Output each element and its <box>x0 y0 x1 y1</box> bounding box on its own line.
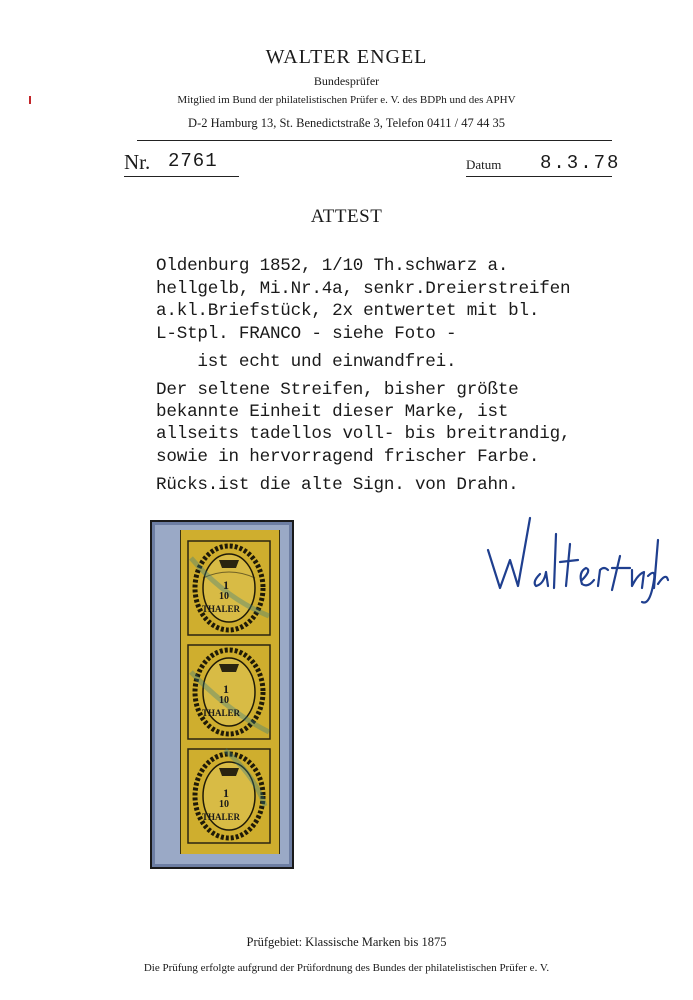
stamp-numerator: 1 <box>223 578 229 592</box>
stamp <box>185 746 273 846</box>
stamp-numerator: 1 <box>223 786 229 800</box>
attest-line: sowie in hervorragend frischer Farbe. <box>156 447 540 467</box>
footer-note: Die Prüfung erfolgte aufgrund der Prüfordnung des Bundes der philatelistischen Prüfer e. V. <box>143 962 550 974</box>
examiner-signature <box>470 510 670 610</box>
attest-line: Oldenburg 1852, 1/10 Th.schwarz a. <box>156 256 509 276</box>
examiner-name: WALTER ENGEL <box>265 46 428 68</box>
certificate-date: 8.3.78 <box>540 152 621 174</box>
attest-line: allseits tadellos voll- bis breitrandig, <box>156 424 571 444</box>
attest-line: ist echt und einwandfrei. <box>156 352 457 372</box>
stamp-denominator: 10 <box>219 591 229 602</box>
stamp <box>185 538 273 638</box>
stamp <box>185 642 273 742</box>
attest-line: L-Stpl. FRANCO - siehe Foto - <box>156 324 457 344</box>
date-underline <box>466 176 612 177</box>
examination-area: Prüfgebiet: Klassische Marken bis 1875 <box>246 935 447 949</box>
stamp-currency: THALER <box>202 604 241 614</box>
attest-line: Rücks.ist die alte Sign. von Drahn. <box>156 475 519 495</box>
certificate-number-label: Nr. <box>124 150 151 174</box>
number-underline <box>124 176 239 177</box>
stamp-numerator: 1 <box>223 682 229 696</box>
stamp-strip <box>180 530 280 854</box>
date-label: Datum <box>466 157 502 172</box>
examiner-title: Bundesprüfer <box>313 74 380 88</box>
stamp-currency: THALER <box>202 812 241 822</box>
attest-line: hellgelb, Mi.Nr.4a, senkr.Dreierstreifen <box>156 279 571 299</box>
attest-line: bekannte Einheit dieser Marke, ist <box>156 402 509 422</box>
address-line: D-2 Hamburg 13, St. Benedictstraße 3, Telefon 0411 / 47 44 35 <box>188 116 505 130</box>
certificate-number: 2761 <box>168 150 218 172</box>
stamp-currency: THALER <box>202 708 241 718</box>
stamp-denominator: 10 <box>219 799 229 810</box>
document-title: ATTEST <box>310 206 383 227</box>
header-divider <box>137 140 612 141</box>
membership-line: Mitglied im Bund der philatelistischen Prüfer e. V. des BDPh und des APHV <box>177 94 516 106</box>
attest-line: Der seltene Streifen, bisher größte <box>156 380 519 400</box>
stamp-denominator: 10 <box>219 695 229 706</box>
attest-line: a.kl.Briefstück, 2x entwertet mit bl. <box>156 301 540 321</box>
